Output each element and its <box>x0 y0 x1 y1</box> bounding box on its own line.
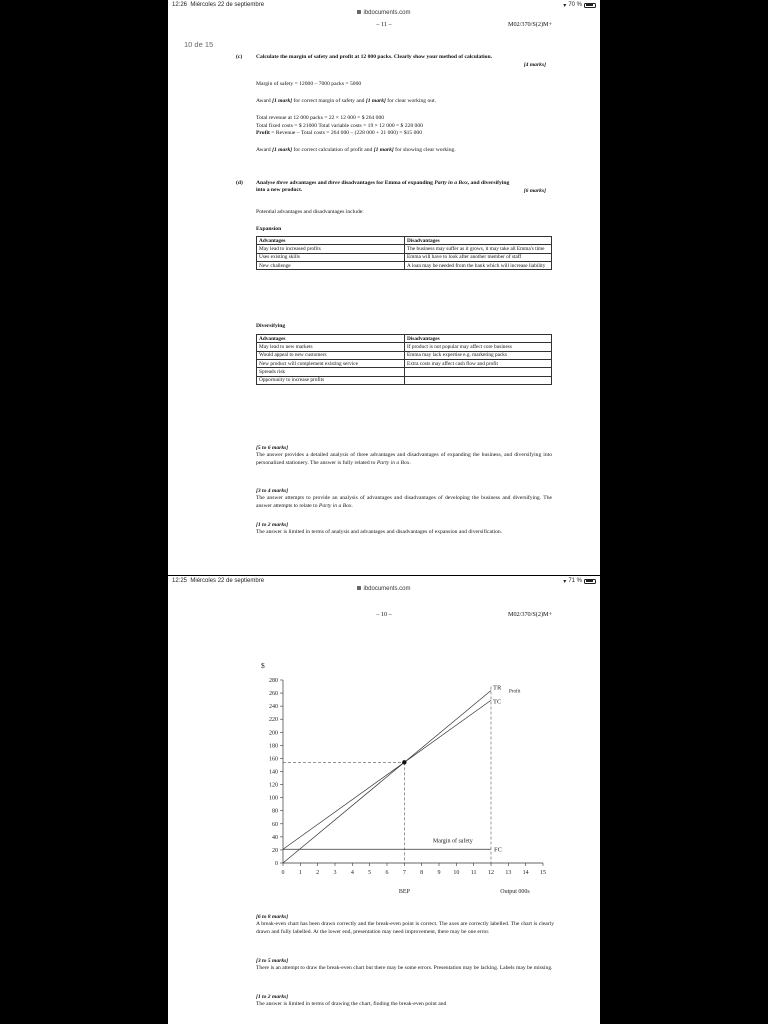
top-screenshot <box>168 0 600 575</box>
status-time: 12:25 <box>172 578 188 584</box>
table-row: Opportunity to increase profits <box>257 376 552 384</box>
mark-band <box>256 522 552 537</box>
y-tick-label: 220 <box>269 717 278 724</box>
expansion-title: Expansion <box>256 226 282 232</box>
page-header <box>168 19 600 31</box>
lock-icon <box>357 10 361 14</box>
y-tick-label: 100 <box>269 795 278 802</box>
address-bar[interactable] <box>168 10 600 19</box>
x-tick-label: 14 <box>522 870 529 876</box>
mark-band <box>256 958 554 973</box>
y-tick-label: 160 <box>269 756 278 763</box>
table-header-row: Advantages Disadvantages <box>257 335 552 343</box>
mark-band-title: [5 to 6 marks] <box>256 445 289 451</box>
diversifying-title: Diversifying <box>256 323 286 329</box>
x-tick-label: 0 <box>281 870 285 876</box>
y-tick-label: 0 <box>275 861 278 867</box>
series-line-tc <box>283 700 491 849</box>
x-tick-label: 1 <box>298 870 302 876</box>
wifi-icon: ▾ <box>563 2 567 9</box>
x-tick-label: 10 <box>453 870 460 876</box>
mark-band-text: The answer provides a detailed analysis of three advantages and disadvantages of expanding the business, and diversifying into personalized stationery. The answer is fully related to Party in a Box. <box>256 452 552 466</box>
mark-band-text: The answer is limited in terms of drawing the chart, finding the break-even point and <box>256 1001 447 1008</box>
paper-code: M02/370/S(2)M+ <box>507 21 552 28</box>
status-date: Miércoles 22 de septiembre <box>190 578 265 584</box>
mark-band <box>256 488 552 510</box>
table-row: May lead to new markets If product is not popular may affect core business <box>257 343 552 351</box>
mark-band-title: [1 to 2 marks] <box>256 994 289 1000</box>
status-time: 12:26 <box>172 2 188 8</box>
mark-band-title: [1 to 2 marks] <box>256 522 289 528</box>
break-even-chart <box>168 576 600 906</box>
y-tick-label: 20 <box>272 847 278 854</box>
table-row: Would appeal to new customers Emma may lack expertise e.g. marketing packs <box>257 351 552 359</box>
mark-band-text: A break-even chart has been drawn correctly and the break-even point is correct. The axes are correctly labelled. The chart is clearly drawn and fully labelled. At the lower end, presentation may need improvement, there may be one error. <box>256 921 554 935</box>
table-row: Uses existing skills Emma will have to look after another member of staff <box>257 253 552 261</box>
x-tick-label: 12 <box>488 870 494 876</box>
revenue-line: Total revenue at 12 000 packs = 22 × 12 000 = $ 264 000 <box>256 115 385 121</box>
x-tick-label: 9 <box>437 870 441 876</box>
part-d-question: Analyse three advantages and three disadvantages for Emma of expanding Party in a Box, and diversifying into a new product. <box>256 180 510 194</box>
expansion-table <box>256 236 552 270</box>
url-text: ibdocuments.com <box>363 586 411 592</box>
status-date: Miércoles 22 de septiembre <box>190 2 265 8</box>
mark-band <box>256 445 552 467</box>
status-bar <box>168 0 600 10</box>
bottom-screenshot <box>168 576 600 1024</box>
mark-band-text: The answer is limited in terms of analysis and advantages and disadvantages of expansion and diversification. <box>256 529 503 536</box>
mark-band-text: The answer attempts to provide an analysis of advantages and disadvantages of developing the business and diversifying. The answer attempts to relate to Party in a Box. <box>256 495 552 509</box>
part-c-label: (c) <box>236 54 243 60</box>
page-counter: 10 de 15 <box>184 40 214 49</box>
mark-band <box>256 994 554 1009</box>
x-tick-label: 11 <box>470 870 477 876</box>
table-row: New product will complement existing service Extra costs may affect cash flow and profit <box>257 360 552 368</box>
x-tick-label: 13 <box>505 870 512 876</box>
x-tick-label: 6 <box>385 870 389 876</box>
x-axis-label: Output 000s <box>500 889 530 895</box>
y-tick-label: 60 <box>272 821 278 828</box>
y-tick-label: 260 <box>269 691 278 698</box>
y-axis-label: $ <box>261 661 265 670</box>
y-tick-label: 40 <box>272 834 278 841</box>
battery-percent: 71 % <box>568 578 582 584</box>
x-tick-label: 5 <box>368 870 372 876</box>
x-tick-label: 4 <box>350 870 354 876</box>
battery-icon <box>584 3 596 8</box>
tc-label: TC <box>493 698 502 706</box>
battery-percent: 70 % <box>568 2 582 8</box>
potential-intro: Potential advantages and disadvantages include: <box>256 209 364 215</box>
margin-of-safety-label: Margin of safety <box>432 838 473 845</box>
profit-label: Profit <box>509 689 521 695</box>
table-row: Spreads risk <box>257 368 552 376</box>
mark-band-title: [3 to 5 marks] <box>256 958 289 964</box>
part-c-question: Calculate the margin of safety and profit at 12 000 packs. Clearly show your method of calculation. <box>256 54 492 60</box>
y-tick-label: 200 <box>269 730 278 737</box>
x-tick-label: 3 <box>333 870 337 876</box>
mark-band-title: [3 to 4 marks] <box>256 488 289 494</box>
part-d-label: (d) <box>236 180 243 186</box>
page-number: – 11 – <box>376 21 392 28</box>
mark-band <box>256 914 554 936</box>
y-tick-label: 280 <box>269 678 278 684</box>
url-text: ibdocuments.com <box>363 10 411 16</box>
mark-band-title: [6 to 8 marks] <box>256 914 289 920</box>
part-c-marks: [4 marks] <box>523 62 546 68</box>
fc-label: FC <box>494 846 502 854</box>
y-tick-label: 180 <box>269 743 278 750</box>
tr-label: TR <box>493 684 502 692</box>
part-d-marks: [6 marks] <box>523 188 546 194</box>
table-row: New challenge A loan may be needed from the bank which will increase liability <box>257 262 552 270</box>
y-tick-label: 140 <box>269 769 278 776</box>
diversifying-table <box>256 334 552 385</box>
break-even-point <box>402 760 406 764</box>
profit-line: Profit = Revenue – Total costs = 264 000 – (228 000 + 21 000) = $15 000 <box>256 130 423 136</box>
x-tick-label: 7 <box>402 870 406 876</box>
y-tick-label: 240 <box>269 704 278 711</box>
table-header-row: Advantages Disadvantages <box>257 237 552 245</box>
x-tick-label: 15 <box>540 870 546 876</box>
bep-label: BEP <box>398 889 410 895</box>
table-row: May lead to increased profits The business may suffer as it grows, it may take all Emma's time <box>257 245 552 253</box>
margin-of-safety-line: Margin of safety = 12000 – 7000 packs = 5000 <box>256 81 362 87</box>
award-line-2: Award [1 mark] for correct calculation of profit and [1 mark] for showing clear working. <box>256 147 456 153</box>
series-line-tr <box>283 690 491 863</box>
x-tick-label: 8 <box>420 870 424 876</box>
costs-line: Total fixed costs = $ 21000 Total variable costs = 19 × 12 000 = $ 228 000 <box>256 122 423 129</box>
award-line-1: Award [1 mark] for correct margin of safety and [1 mark] for clear working out. <box>256 98 437 104</box>
y-tick-label: 80 <box>272 808 278 815</box>
page-number: – 10 – <box>376 611 392 618</box>
x-tick-label: 2 <box>316 870 320 876</box>
mark-band-text: There is an attempt to draw the break-even chart but there may be some errors. Presentation may be lacking. Labels may be missing. <box>256 965 553 972</box>
wifi-icon: ▾ <box>563 578 567 585</box>
paper-code: M02/370/S(2)M+ <box>507 611 552 618</box>
y-tick-label: 120 <box>269 782 278 789</box>
